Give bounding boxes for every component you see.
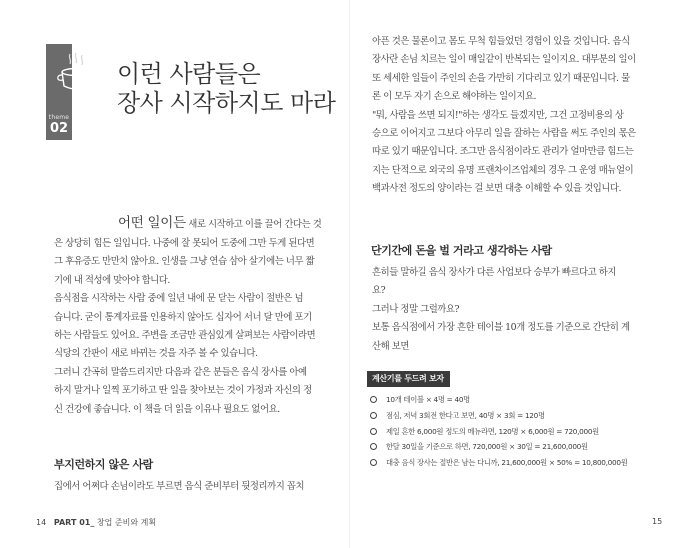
body-line: 승으로 이어지고 그보다 아무리 일을 잘하는 사람을 써도 주인의 몫은 (372, 128, 636, 140)
body-line: 그러니 간곡히 말씀드리지만 다음과 같은 분들은 음식 장사를 아예 (54, 366, 307, 378)
list-item-text: 제일 흔한 6,000원 정도의 메뉴라면, 120명 × 6,000원 = 720,000원 (386, 426, 599, 436)
circle-bullet-icon (370, 443, 377, 450)
body-line: 하지 말거나 일찍 포기하고 딴 일을 찾아보는 것이 가정과 자신의 정 (54, 385, 312, 397)
section-label: 창업 준비와 계획 (96, 518, 157, 527)
body-line: 그러나 정말 그럴까요? (372, 303, 460, 315)
section-heading: 단기간에 돈을 벌 거라고 생각하는 사람 (371, 244, 552, 257)
intro-paragraphs (54, 235, 315, 419)
body-line: 요? (372, 285, 386, 297)
body-line: 흔히들 말하길 음식 장사가 다른 사업보다 승부가 빠르다고 하지 (372, 267, 617, 278)
calculation-box-label: 계산기를 두드려 보자 (367, 371, 450, 387)
body-line: 은 상당히 힘든 일입니다. 나중에 잘 못되어 도중에 그만 두게 된다면 (54, 238, 315, 249)
list-item (370, 424, 627, 440)
list-item (370, 455, 627, 471)
body-line: 그 후유증도 만만치 않아요. 인생을 그냥 연습 삼아 살기에는 너무 짧 (54, 256, 315, 268)
list-item-text: 점심, 저녁 3회전 한다고 보면, 40명 × 3회 = 120명 (386, 410, 545, 420)
title-line: 이런 사람들은 (117, 60, 261, 88)
page-title (117, 60, 335, 118)
list-item (370, 392, 627, 408)
body-line: 론 이 모두 자기 손으로 해야하는 일이지요. (372, 91, 537, 103)
page-number: 14 (36, 518, 47, 527)
title-line: 장사 시작하지도 마라 (117, 89, 336, 117)
body-line: 산해 보면 (372, 340, 409, 352)
list-item (370, 408, 627, 424)
body-line: 기에 내 적성에 맞아야 합니다. (54, 274, 170, 286)
section-heading: 부지런하지 않은 사람 (54, 458, 153, 471)
pot-icon (54, 50, 96, 98)
part-label: PART 01_ (53, 518, 95, 527)
page-number: 15 (652, 517, 663, 526)
circle-bullet-icon (370, 412, 377, 419)
body-line: 식당의 간판이 새로 바뀌는 것을 자주 볼 수 있습니다. (54, 348, 258, 360)
theme-number: 02 (49, 121, 69, 136)
body-line: "뭐, 사람을 쓰면 되지!"하는 생각도 들겠지만, 그건 고정비용의 상 (372, 109, 624, 121)
body-line: 보통 음식점에서 가장 흔한 테이블 10개 정도를 기준으로 간단히 계 (372, 322, 630, 334)
list-item-text: 10개 테이블 × 4명 = 40명 (386, 395, 470, 404)
body-line: 습니다. 굳이 통계자료를 인용하지 않아도 십자어 서너 달 만에 포기 (54, 311, 312, 323)
body-line: 지는 단적으로 외국의 유명 프랜차이즈업체의 경우 그 운영 매뉴얼이 (372, 164, 634, 176)
right-paragraphs (372, 33, 636, 199)
section-paragraph (372, 264, 630, 356)
body-line: 집에서 어쩌다 손님이라도 부르면 음식 준비부터 뒷정리까지 꼽치 (54, 481, 305, 492)
list-item-text: 대충 음식 장사는 절반은 남는 다니까, 21,600,000원 × 50% = 10,800,000원 (386, 458, 628, 468)
section-paragraph (54, 478, 304, 496)
list-item (370, 439, 627, 455)
body-line: 장사란 손님 치르는 일이 매일같이 반복되는 일이지요. 대부분의 일이 (372, 54, 636, 66)
body-line: 새로 시작하고 이를 끌어 간다는 것 (185, 219, 322, 230)
list-item-text: 한달 30일을 기준으로 하면, 720,000원 × 30일 = 21,600,000원 (386, 442, 588, 452)
calculation-list (370, 392, 627, 471)
body-line: 아픈 것은 물론이고 몸도 무척 힘들었던 경험이 있을 것입니다. 음식 (372, 36, 630, 47)
body-line: 백과사전 정도의 양이라는 걸 보면 대충 이해할 수 있을 것입니다. (372, 183, 622, 195)
page-footer (36, 517, 156, 528)
body-line: 신 건강에 좋습니다. 이 책을 더 읽을 이유나 필요도 없어요. (54, 403, 280, 415)
lead-phrase: 어떤 일이든 (118, 215, 186, 231)
body-line: 음식점을 시작하는 사람 중에 일년 내에 문 닫는 사람이 절반은 넘 (54, 293, 304, 305)
page-footer (652, 517, 662, 526)
circle-bullet-icon (370, 396, 377, 403)
circle-bullet-icon (370, 428, 377, 435)
intro-first-line (118, 214, 321, 234)
body-line: 하는 사람들도 있어요. 주변을 조금만 관심있게 살펴보는 사람이라면 (54, 330, 316, 342)
circle-bullet-icon (370, 459, 377, 466)
body-line: 따로 있기 때문입니다. 조그만 음식점이라도 관리가 얼마만큼 힘드는 (372, 146, 634, 158)
theme-label: theme (48, 114, 70, 121)
body-line: 또 세세한 일들이 주인의 손을 가만히 기다리고 있기 때문입니다. 물 (372, 72, 630, 84)
